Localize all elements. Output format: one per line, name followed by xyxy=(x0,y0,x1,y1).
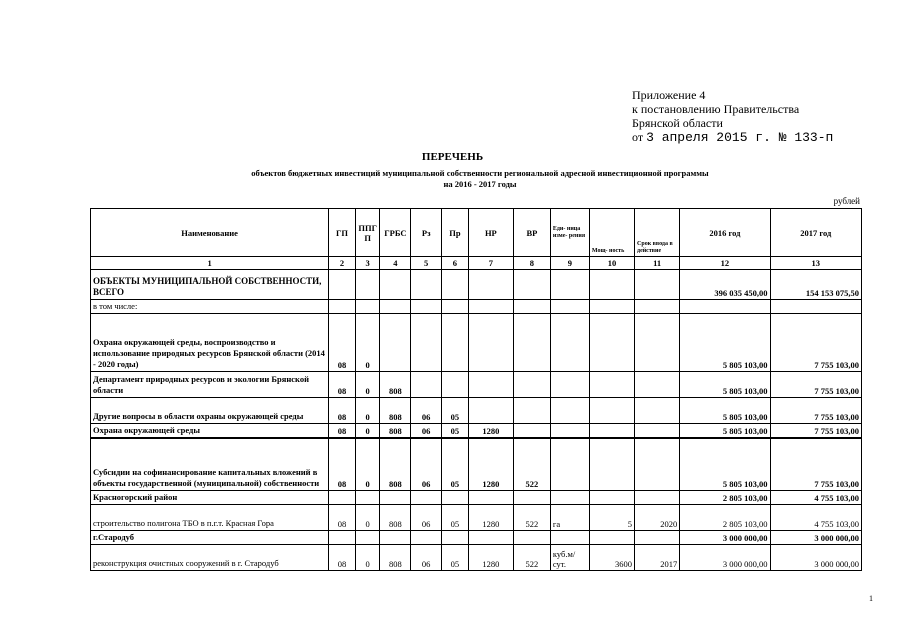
row-cell-um xyxy=(550,300,589,314)
row-cell-vr xyxy=(513,300,550,314)
row-cell-rz: 06 xyxy=(411,544,442,570)
row-value-y2016: 5 805 103,00 xyxy=(680,424,770,439)
header-rz: Рз xyxy=(411,209,442,257)
header-capacity: Мощ- ность xyxy=(589,209,634,257)
subtitle-line-1: объектов бюджетных инвестиций муниципальной собственности региональной адресной инвестиционной программы xyxy=(251,168,709,178)
row-value-y2017: 4 755 103,00 xyxy=(770,490,861,504)
header-pr: Пр xyxy=(442,209,469,257)
row-cell-gp: 08 xyxy=(329,504,356,530)
row-cell-grbs: 808 xyxy=(380,424,411,439)
row-cell-pr xyxy=(442,490,469,504)
row-cell-gp: 08 xyxy=(329,372,356,398)
row-value-y2016: 5 805 103,00 xyxy=(680,398,770,424)
row-cell-dl xyxy=(635,530,680,544)
row-value-y2017 xyxy=(770,300,861,314)
row-cell-vr xyxy=(513,424,550,439)
row-cell-dl xyxy=(635,438,680,490)
row-cell-nr: 1280 xyxy=(468,438,513,490)
row-name: Красногорский район xyxy=(91,490,329,504)
row-cell-dl: 2017 xyxy=(635,544,680,570)
row-cell-um xyxy=(550,438,589,490)
row-value-y2017: 7 755 103,00 xyxy=(770,314,861,372)
row-value-y2017: 3 000 000,00 xyxy=(770,544,861,570)
row-cell-rz xyxy=(411,372,442,398)
table-row xyxy=(91,438,862,490)
row-cell-pr: 05 xyxy=(442,438,469,490)
header-gp: ГП xyxy=(329,209,356,257)
row-cell-gp: 08 xyxy=(329,314,356,372)
row-cell-nr xyxy=(468,372,513,398)
row-cell-nr xyxy=(468,490,513,504)
row-value-y2016: 2 805 103,00 xyxy=(680,504,770,530)
currency-unit: рублей xyxy=(833,196,860,206)
row-cell-gp xyxy=(329,270,356,300)
table-header-row xyxy=(91,209,862,257)
row-cell-pr: 05 xyxy=(442,398,469,424)
row-cell-dl xyxy=(635,424,680,439)
page-title: ПЕРЕЧЕНЬ xyxy=(421,151,484,163)
header-ppgp: ППГ П xyxy=(355,209,380,257)
column-number: 12 xyxy=(680,257,770,270)
row-cell-cap xyxy=(589,438,634,490)
row-cell-vr: 522 xyxy=(513,504,550,530)
row-cell-ppgp: 0 xyxy=(355,504,380,530)
row-cell-vr: 522 xyxy=(513,544,550,570)
column-number: 3 xyxy=(355,257,380,270)
row-cell-vr xyxy=(513,314,550,372)
page-subtitle xyxy=(200,168,760,190)
column-number: 8 xyxy=(513,257,550,270)
row-name: Департамент природных ресурсов и экологии Брянской области xyxy=(91,372,329,398)
table-row xyxy=(91,544,862,570)
row-cell-vr xyxy=(513,372,550,398)
row-cell-cap xyxy=(589,270,634,300)
table-row xyxy=(91,398,862,424)
appendix-line-1: Приложение 4 xyxy=(632,88,706,102)
row-value-y2017: 7 755 103,00 xyxy=(770,372,861,398)
row-cell-gp: 08 xyxy=(329,544,356,570)
row-value-y2016: 5 805 103,00 xyxy=(680,314,770,372)
row-cell-ppgp xyxy=(355,300,380,314)
row-name: Другие вопросы в области охраны окружающей среды xyxy=(91,398,329,424)
header-unit-measure: Еди- ница изме- рения xyxy=(550,209,589,257)
table-row xyxy=(91,372,862,398)
row-cell-ppgp: 0 xyxy=(355,424,380,439)
table-row xyxy=(91,504,862,530)
row-cell-ppgp: 0 xyxy=(355,544,380,570)
column-number: 5 xyxy=(411,257,442,270)
row-cell-dl xyxy=(635,270,680,300)
row-cell-dl: 2020 xyxy=(635,504,680,530)
row-name: в том числе: xyxy=(91,300,329,314)
row-value-y2016: 3 000 000,00 xyxy=(680,544,770,570)
row-cell-vr xyxy=(513,270,550,300)
row-cell-grbs: 808 xyxy=(380,544,411,570)
header-vr: ВР xyxy=(513,209,550,257)
row-value-y2016 xyxy=(680,300,770,314)
row-cell-rz: 06 xyxy=(411,504,442,530)
row-value-y2016: 3 000 000,00 xyxy=(680,530,770,544)
row-cell-ppgp: 0 xyxy=(355,314,380,372)
row-cell-rz xyxy=(411,490,442,504)
table-row xyxy=(91,530,862,544)
row-cell-ppgp: 0 xyxy=(355,372,380,398)
row-cell-vr xyxy=(513,490,550,504)
row-cell-nr: 1280 xyxy=(468,544,513,570)
table-row xyxy=(91,490,862,504)
row-cell-cap xyxy=(589,398,634,424)
row-name: Охрана окружающей среды, воспроизводство и использование природных ресурсов Брянской области (2014 - 2020 годы) xyxy=(91,314,329,372)
row-value-y2017: 3 000 000,00 xyxy=(770,530,861,544)
row-cell-rz xyxy=(411,300,442,314)
column-number: 13 xyxy=(770,257,861,270)
row-name: реконструкция очистных сооружений в г. Стародуб xyxy=(91,544,329,570)
table-row xyxy=(91,270,862,300)
appendix-date: 3 апреля 2015 г. № 133-п xyxy=(646,130,834,145)
table-row xyxy=(91,424,862,439)
row-cell-gp xyxy=(329,490,356,504)
row-cell-ppgp xyxy=(355,270,380,300)
column-number: 7 xyxy=(468,257,513,270)
header-nr: НР xyxy=(468,209,513,257)
row-cell-gp xyxy=(329,530,356,544)
row-cell-um xyxy=(550,270,589,300)
row-cell-rz: 06 xyxy=(411,438,442,490)
column-number: 4 xyxy=(380,257,411,270)
row-cell-vr xyxy=(513,530,550,544)
row-cell-pr xyxy=(442,300,469,314)
column-number-row xyxy=(91,257,862,270)
row-cell-pr: 05 xyxy=(442,504,469,530)
table-body xyxy=(91,270,862,571)
page-number: 1 xyxy=(869,594,873,603)
row-value-y2017: 7 755 103,00 xyxy=(770,438,861,490)
row-cell-um xyxy=(550,424,589,439)
row-cell-pr: 05 xyxy=(442,544,469,570)
subtitle-line-2: на 2016 - 2017 годы xyxy=(443,179,517,189)
row-cell-ppgp xyxy=(355,490,380,504)
row-cell-grbs xyxy=(380,490,411,504)
header-2016: 2016 год xyxy=(680,209,770,257)
column-number: 11 xyxy=(635,257,680,270)
row-cell-cap: 3600 xyxy=(589,544,634,570)
row-cell-cap xyxy=(589,314,634,372)
row-cell-pr xyxy=(442,530,469,544)
row-cell-cap xyxy=(589,300,634,314)
row-value-y2016: 5 805 103,00 xyxy=(680,438,770,490)
row-cell-pr xyxy=(442,270,469,300)
row-value-y2017: 154 153 075,50 xyxy=(770,270,861,300)
table-row xyxy=(91,300,862,314)
row-value-y2017: 4 755 103,00 xyxy=(770,504,861,530)
row-cell-vr: 522 xyxy=(513,438,550,490)
row-cell-pr xyxy=(442,372,469,398)
row-cell-grbs: 808 xyxy=(380,504,411,530)
appendix-line-4 xyxy=(632,130,833,145)
row-cell-um xyxy=(550,530,589,544)
row-cell-grbs xyxy=(380,300,411,314)
row-name: строительство полигона ТБО в п.г.т. Красная Гора xyxy=(91,504,329,530)
row-cell-gp: 08 xyxy=(329,398,356,424)
investment-table xyxy=(90,208,862,571)
row-cell-pr: 05 xyxy=(442,424,469,439)
row-cell-grbs: 808 xyxy=(380,372,411,398)
row-cell-um xyxy=(550,372,589,398)
row-cell-dl xyxy=(635,314,680,372)
appendix-block xyxy=(632,88,833,145)
row-cell-rz: 06 xyxy=(411,424,442,439)
row-value-y2016: 5 805 103,00 xyxy=(680,372,770,398)
row-name: Субсидии на софинансирование капитальных вложений в объекты государственной (муниципальной) собственности xyxy=(91,438,329,490)
row-value-y2017: 7 755 103,00 xyxy=(770,424,861,439)
row-cell-dl xyxy=(635,300,680,314)
column-number: 10 xyxy=(589,257,634,270)
row-cell-dl xyxy=(635,398,680,424)
row-cell-rz xyxy=(411,270,442,300)
row-cell-grbs xyxy=(380,314,411,372)
row-cell-cap xyxy=(589,530,634,544)
row-cell-grbs xyxy=(380,530,411,544)
row-cell-gp: 08 xyxy=(329,424,356,439)
row-cell-cap xyxy=(589,490,634,504)
row-cell-cap xyxy=(589,372,634,398)
row-cell-cap xyxy=(589,424,634,439)
row-cell-pr xyxy=(442,314,469,372)
column-number: 2 xyxy=(329,257,356,270)
row-cell-rz: 06 xyxy=(411,398,442,424)
row-cell-um xyxy=(550,398,589,424)
row-cell-gp: 08 xyxy=(329,438,356,490)
row-value-y2016: 2 805 103,00 xyxy=(680,490,770,504)
row-cell-grbs: 808 xyxy=(380,398,411,424)
row-cell-dl xyxy=(635,490,680,504)
header-grbs: ГРБС xyxy=(380,209,411,257)
row-cell-nr: 1280 xyxy=(468,504,513,530)
row-cell-nr xyxy=(468,270,513,300)
row-cell-cap: 5 xyxy=(589,504,634,530)
appendix-date-prefix: от xyxy=(632,130,644,144)
row-cell-um xyxy=(550,314,589,372)
row-cell-grbs xyxy=(380,270,411,300)
row-name: Охрана окружающей среды xyxy=(91,424,329,439)
header-2017: 2017 год xyxy=(770,209,861,257)
row-cell-um: куб.м/сут. xyxy=(550,544,589,570)
row-name: ОБЪЕКТЫ МУНИЦИПАЛЬНОЙ СОБСТВЕННОСТИ, ВСЕГО xyxy=(91,270,329,300)
row-cell-nr xyxy=(468,398,513,424)
row-cell-dl xyxy=(635,372,680,398)
column-number: 1 xyxy=(91,257,329,270)
row-cell-nr xyxy=(468,314,513,372)
column-number: 6 xyxy=(442,257,469,270)
row-cell-ppgp xyxy=(355,530,380,544)
row-cell-gp xyxy=(329,300,356,314)
column-number: 9 xyxy=(550,257,589,270)
row-cell-nr: 1280 xyxy=(468,424,513,439)
row-cell-um xyxy=(550,490,589,504)
row-cell-grbs: 808 xyxy=(380,438,411,490)
row-cell-rz xyxy=(411,314,442,372)
appendix-line-2: к постановлению Правительства xyxy=(632,102,800,116)
row-cell-ppgp: 0 xyxy=(355,398,380,424)
row-cell-ppgp: 0 xyxy=(355,438,380,490)
appendix-line-3: Брянской области xyxy=(632,116,723,130)
row-cell-um: га xyxy=(550,504,589,530)
row-cell-rz xyxy=(411,530,442,544)
row-cell-nr xyxy=(468,530,513,544)
table-row xyxy=(91,314,862,372)
row-cell-vr xyxy=(513,398,550,424)
header-name: Наименование xyxy=(91,209,329,257)
header-deadline: Срок ввода в действие xyxy=(635,209,680,257)
row-value-y2017: 7 755 103,00 xyxy=(770,398,861,424)
row-cell-nr xyxy=(468,300,513,314)
row-value-y2016: 396 035 450,00 xyxy=(680,270,770,300)
row-name: г.Стародуб xyxy=(91,530,329,544)
